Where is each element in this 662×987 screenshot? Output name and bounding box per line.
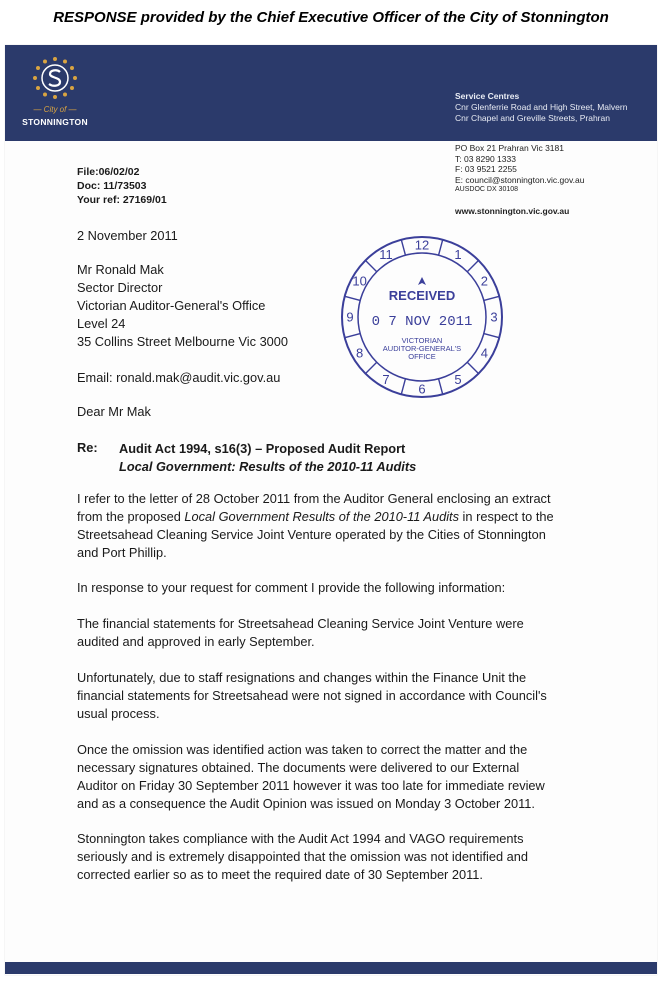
salutation: Dear Mr Mak — [77, 404, 151, 419]
recipient-name: Mr Ronald Mak — [77, 262, 164, 277]
subject-block — [119, 440, 416, 476]
stamp-number: 6 — [418, 381, 426, 397]
stamp-number: 11 — [379, 247, 393, 263]
stamp-number: 10 — [352, 273, 367, 289]
letterhead-banner — [5, 45, 657, 141]
p1-text-pre: from the proposed — [77, 509, 185, 524]
stamp-tick — [467, 260, 478, 271]
subject-line-2: Local Government: Results of the 2010-11 Audits — [119, 459, 417, 474]
stamp-tick — [439, 240, 443, 255]
stamp-number: 5 — [454, 371, 462, 387]
paragraph-5-line-4: and as a consequence the Audit Opinion was issued on Monday 3 October 2011. — [77, 796, 535, 811]
contact-details — [455, 143, 584, 196]
stamp-number: 9 — [346, 309, 354, 325]
service-centre-1: Cnr Glenferrie Road and High Street, Malvern — [455, 102, 628, 112]
council-email: E: council@stonnington.vic.gov.au — [455, 174, 585, 185]
stamp-number: 12 — [414, 237, 430, 253]
stamp-tick — [345, 296, 360, 300]
stamp-date: 0 7 NOV 2011 — [371, 314, 473, 330]
your-ref: Your ref: 27169/01 — [77, 194, 167, 206]
paragraph-3 — [77, 615, 577, 651]
letter-page — [5, 45, 657, 975]
paragraph-1-line-1: I refer to the letter of 28 October 2011 from the Auditor General enclosing an extract — [77, 491, 551, 506]
stamp-tick — [401, 379, 405, 394]
stamp-tick — [365, 260, 376, 271]
footer-band — [5, 962, 657, 974]
stamp-number: 7 — [382, 371, 390, 387]
stamp-number: 2 — [480, 273, 488, 289]
logo-name: STONNINGTON — [22, 117, 88, 127]
stamp-arrow-icon — [418, 277, 426, 285]
website: www.stonnington.vic.gov.au — [455, 206, 570, 216]
fax: F: 03 9521 2255 — [455, 164, 517, 174]
stamp-tick — [439, 379, 443, 394]
paragraph-5-line-1: Once the omission was identified action was taken to correct the matter and the — [77, 742, 528, 757]
stamp-tick — [345, 334, 360, 338]
paragraph-1 — [77, 490, 577, 562]
paragraph-4 — [77, 669, 577, 723]
paragraph-6 — [77, 830, 577, 884]
logo-emblem-icon — [19, 53, 91, 105]
stamp-org-1: VICTORIAN — [401, 336, 443, 345]
recipient-level: Level 24 — [77, 316, 126, 331]
letter-date: 2 November 2011 — [77, 228, 178, 243]
subject-line-1: Audit Act 1994, s16(3) – Proposed Audit Report — [119, 441, 406, 456]
paragraph-4-line-1: Unfortunately, due to staff resignations and changes within the Finance Unit the — [77, 670, 527, 685]
paragraph-2: In response to your request for comment I provide the following information: — [77, 580, 506, 595]
phone: T: 03 8290 1333 — [455, 153, 516, 164]
paragraph-1-line-3: Streetsahead Cleaning Service Joint Venture operated by the Cities of Stonnington — [77, 527, 546, 542]
received-stamp — [338, 233, 506, 401]
recipient-email: Email: ronald.mak@audit.vic.gov.au — [77, 370, 281, 385]
recipient-office: Victorian Auditor-General's Office — [77, 298, 266, 313]
stamp-tick — [467, 362, 478, 373]
re-label: Re: — [77, 440, 98, 455]
p1-report-title: Local Government Results of the 2010-11 Audits — [184, 509, 459, 524]
doc-ref: Doc: 11/73503 — [77, 180, 147, 192]
paragraph-5-line-2: necessary signatures obtained. The documents were delivered to our External — [77, 760, 520, 775]
stamp-tick — [401, 240, 405, 255]
service-centre-2: Cnr Chapel and Greville Streets, Prahran — [455, 113, 610, 123]
stamp-number: 8 — [356, 345, 364, 361]
paragraph-6-line-1: Stonnington takes compliance with the Audit Act 1994 and VAGO requirements — [77, 831, 524, 846]
stamp-org-3: OFFICE — [408, 352, 436, 361]
stamp-number: 1 — [454, 247, 462, 263]
paragraph-6-line-2: seriously and is extremely disappointed that the omission was not identified and — [77, 849, 528, 864]
file-ref: File:06/02/02 — [77, 166, 140, 178]
paragraph-3-line-1: The financial statements for Streetsahead Cleaning Service Joint Venture were — [77, 616, 524, 631]
stonnington-logo — [19, 53, 91, 137]
p1-text-post: in respect to the — [459, 509, 554, 524]
paragraph-3-line-2: audited and approved in early September. — [77, 634, 315, 649]
stamp-number: 3 — [490, 309, 498, 325]
stamp-received: RECEIVED — [388, 288, 456, 303]
paragraph-1-line-2 — [77, 508, 577, 526]
po-box: PO Box 21 Prahran Vic 3181 — [455, 143, 564, 153]
logo-city-of: — City of — — [33, 105, 77, 114]
stamp-tick — [484, 296, 499, 300]
paragraph-5 — [77, 741, 577, 813]
stamp-number: 4 — [480, 345, 488, 361]
paragraph-1-line-4: and Port Phillip. — [77, 545, 167, 560]
recipient-block — [77, 261, 288, 351]
service-centres-title: Service Centres — [455, 91, 520, 101]
page-heading: RESPONSE provided by the Chief Executive Officer of the City of Stonnington — [53, 9, 609, 26]
service-centres — [455, 91, 627, 124]
stamp-org-2: AUDITOR-GENERAL'S — [382, 344, 462, 353]
paragraph-4-line-2: financial statements for Streetsahead were not signed in accordance with Council's — [77, 688, 547, 703]
stamp-tick — [365, 362, 376, 373]
paragraph-6-line-3: corrected earlier so as to meet the required date of 30 September 2011. — [77, 867, 483, 882]
paragraph-5-line-3: Auditor on Friday 30 September 2011 however it was too late for immediate review — [77, 778, 545, 793]
paragraph-4-line-3: usual process. — [77, 706, 160, 721]
recipient-title: Sector Director — [77, 280, 163, 295]
recipient-address: 35 Collins Street Melbourne Vic 3000 — [77, 334, 289, 349]
ausdoc: AUSDOC DX 30108 — [455, 186, 519, 193]
stamp-tick — [484, 334, 499, 338]
file-references — [77, 165, 167, 207]
